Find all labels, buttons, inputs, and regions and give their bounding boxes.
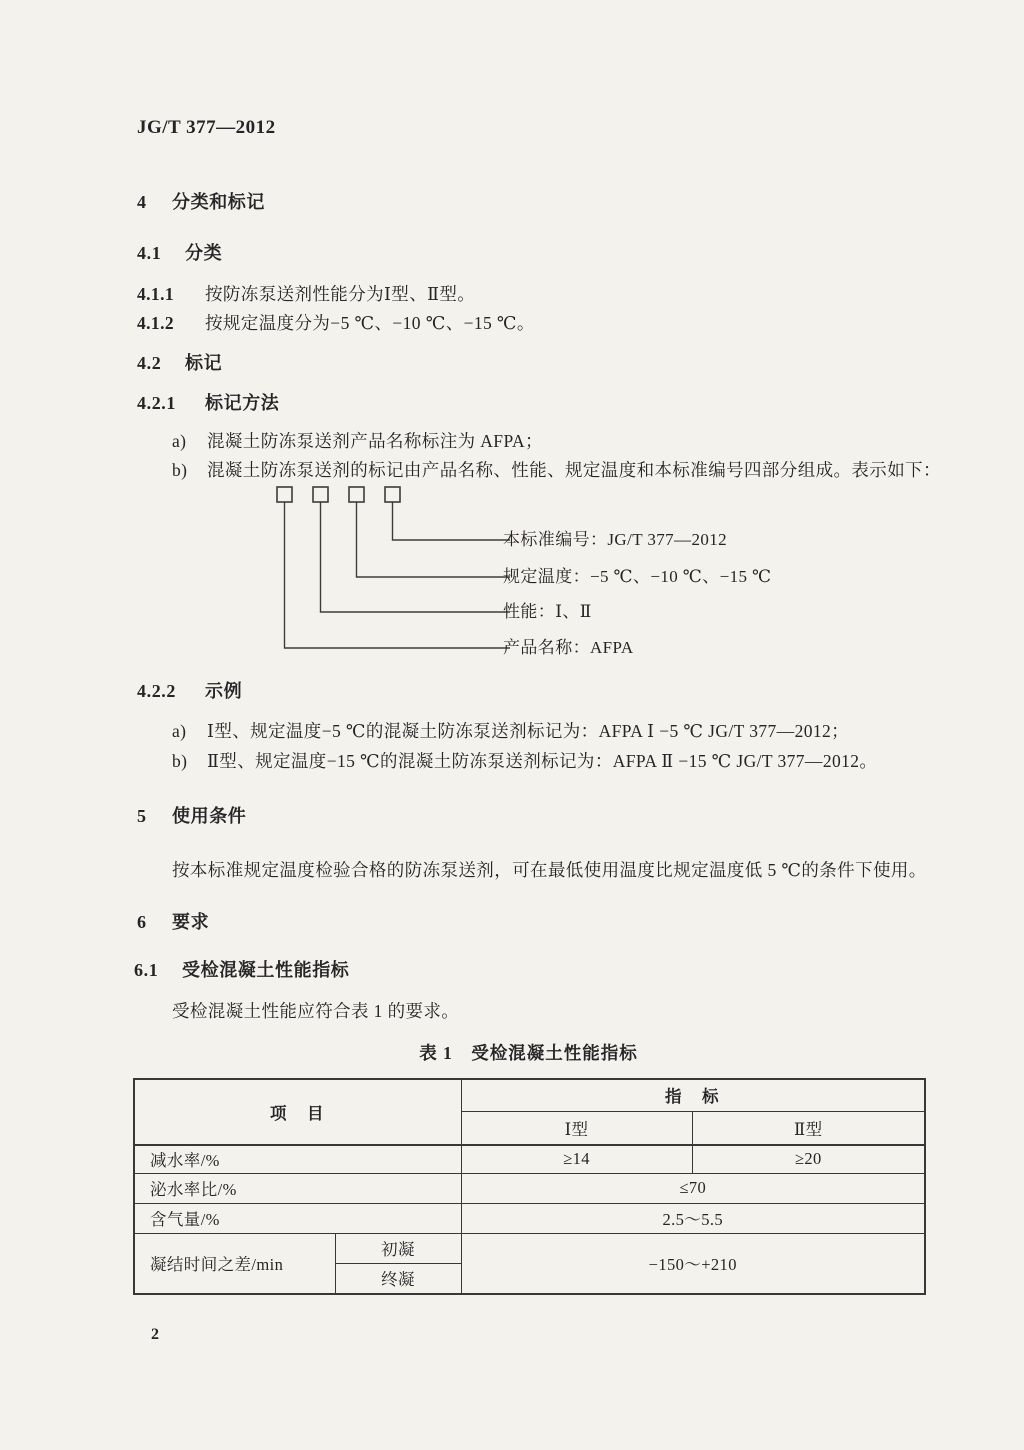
- table-row: [134, 1173, 925, 1203]
- clause-4-1-2-text: 按规定温度分为−5 ℃、−10 ℃、−15 ℃。: [205, 313, 535, 333]
- diagram-label-standard-number: 本标准编号：JG/T 377—2012: [503, 530, 728, 549]
- list-item-a2-text: Ⅰ型、规定温度−5 ℃的混凝土防冻泵送剂标记为：AFPA Ⅰ −5 ℃ JG/T 377—2012；: [207, 721, 850, 741]
- diagram-label-product-name: 产品名称：AFPA: [503, 638, 634, 657]
- section-4-heading: [137, 188, 265, 214]
- section-4-1-title: 分类: [185, 243, 223, 263]
- table-header-type2: Ⅱ型: [692, 1111, 925, 1145]
- section-6-title: 要求: [172, 912, 210, 932]
- page-number: 2: [151, 1326, 159, 1343]
- table-header-item: 项 目: [134, 1079, 461, 1145]
- list-item-b2-text: Ⅱ型、规定温度−15 ℃的混凝土防冻泵送剂标记为：AFPA Ⅱ −15 ℃ JG/T 377—2012。: [207, 751, 878, 771]
- section-6-1-number: 6.1: [134, 960, 159, 980]
- section-6-1-heading: [134, 956, 349, 982]
- marking-diagram: [270, 483, 510, 655]
- clause-4-1-2: [137, 310, 535, 335]
- table-1-caption: 表 1 受检混凝土性能指标: [419, 1043, 638, 1063]
- section-4-2-2-title: 示例: [205, 681, 243, 701]
- list-marker: a): [172, 431, 187, 451]
- section-4-2-1-title: 标记方法: [205, 393, 280, 413]
- table-header-type1: Ⅰ型: [461, 1111, 692, 1145]
- air-content-value: 2.5～5.5: [461, 1203, 925, 1233]
- water-reduction-type2-value: ≥20: [692, 1145, 925, 1173]
- row-label-water-reduction: 减水率/%: [134, 1145, 461, 1173]
- setting-time-initial-label: 初凝: [335, 1233, 461, 1263]
- table-row: [134, 1203, 925, 1233]
- section-5-number: 5: [137, 806, 147, 826]
- section-4-2-1-number: 4.2.1: [137, 393, 176, 413]
- bleeding-ratio-value: ≤70: [461, 1173, 925, 1203]
- diagram-label-performance: 性能：Ⅰ、Ⅱ: [503, 602, 592, 621]
- clause-4-1-1: [137, 281, 475, 306]
- section-6-1-paragraph: 受检混凝土性能应符合表 1 的要求。: [172, 1001, 460, 1021]
- section-4-2-1-heading: [137, 389, 279, 415]
- section-4-number: 4: [137, 192, 147, 212]
- section-5-paragraph: 按本标准规定温度检验合格的防冻泵送剂，可在最低使用温度比规定温度低 5 ℃的条件下使用。: [172, 860, 927, 880]
- connector-line: [393, 502, 511, 540]
- table-row: [134, 1233, 925, 1263]
- list-item-a1: [172, 428, 543, 453]
- section-4-2-2-number: 4.2.2: [137, 681, 176, 701]
- section-4-title: 分类和标记: [172, 192, 265, 212]
- section-4-2-title: 标记: [185, 353, 223, 373]
- section-4-2-heading: [137, 349, 222, 375]
- list-item-b1: [172, 457, 941, 482]
- section-4-2-2-heading: [137, 677, 242, 703]
- section-6-heading: [137, 908, 209, 934]
- list-item-a2: [172, 718, 849, 743]
- setting-time-value: −150～+210: [461, 1233, 925, 1294]
- marking-box: [313, 487, 328, 502]
- section-4-2-number: 4.2: [137, 353, 162, 373]
- section-4-1-number: 4.1: [137, 243, 162, 263]
- connector-line: [285, 502, 511, 648]
- list-item-b2: [172, 748, 877, 773]
- connector-line: [321, 502, 511, 612]
- setting-time-final-label: 终凝: [335, 1263, 461, 1294]
- section-6-1-title: 受检混凝土性能指标: [182, 960, 350, 980]
- water-reduction-type1-value: ≥14: [461, 1145, 692, 1173]
- doc-number: JG/T 377—2012: [137, 117, 276, 138]
- table-row: [134, 1145, 925, 1173]
- clause-4-1-1-text: 按防冻泵送剂性能分为Ⅰ型、Ⅱ型。: [205, 284, 476, 304]
- row-label-air-content: 含气量/%: [134, 1203, 461, 1233]
- table-1: [133, 1078, 926, 1295]
- list-marker: a): [172, 721, 187, 741]
- section-4-1-heading: [137, 239, 222, 265]
- list-item-b1-text: 混凝土防冻泵送剂的标记由产品名称、性能、规定温度和本标准编号四部分组成。表示如下：: [207, 460, 941, 480]
- marking-box: [277, 487, 292, 502]
- marking-box: [385, 487, 400, 502]
- table-header-index: 指 标: [461, 1079, 925, 1111]
- diagram-label-specified-temperature: 规定温度：−5 ℃、−10 ℃、−15 ℃: [503, 567, 772, 586]
- clause-4-1-1-number: 4.1.1: [137, 284, 174, 304]
- row-label-setting-time: 凝结时间之差/min: [134, 1233, 335, 1294]
- section-5-title: 使用条件: [172, 806, 247, 826]
- list-marker: b): [172, 460, 188, 480]
- section-6-number: 6: [137, 912, 147, 932]
- list-marker: b): [172, 751, 188, 771]
- list-item-a1-text: 混凝土防冻泵送剂产品名称标注为 AFPA；: [207, 431, 543, 451]
- marking-box: [349, 487, 364, 502]
- section-5-heading: [137, 802, 246, 828]
- clause-4-1-2-number: 4.1.2: [137, 313, 174, 333]
- row-label-bleeding-ratio: 泌水率比/%: [134, 1173, 461, 1203]
